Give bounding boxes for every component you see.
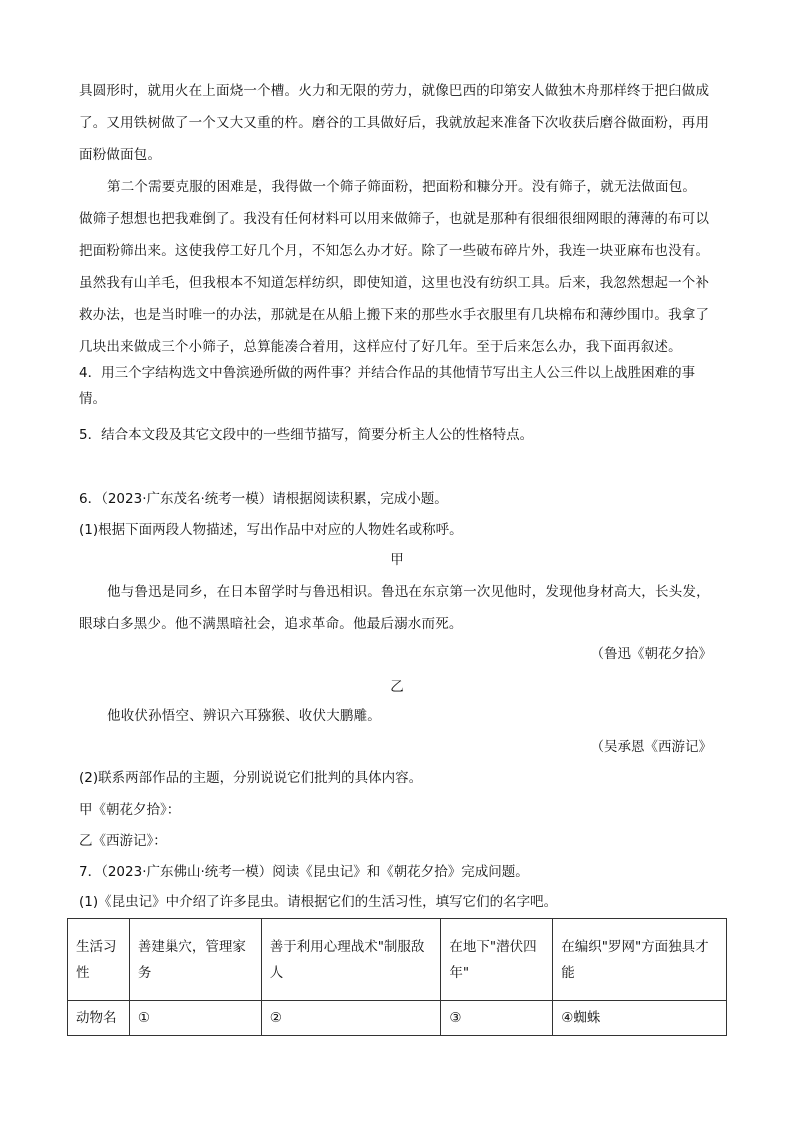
table-row: [68, 919, 727, 1001]
table-cell: 善于利用心理战术"制服敌人: [261, 919, 441, 1001]
question-6-sub2: (2)联系两部作品的主题，分别说说它们批判的具体内容。: [79, 770, 423, 786]
yi-description-line: 他收伏孙悟空、辨识六耳猕猴、收伏大鹏雕。: [107, 708, 381, 724]
yi-description: [79, 700, 727, 732]
table-cell: ③: [441, 1001, 553, 1036]
passage-line: 做筛子想想也把我难倒了。我没有任何材料可以用来做筛子，也就是那种有很细很细网眼的薄薄的布可以: [79, 211, 710, 227]
table-cell: 生活习性: [68, 919, 130, 1001]
question-4-line: 情。: [79, 391, 106, 407]
answer-yi: 乙《西游记》：: [79, 833, 167, 849]
label-jia: 甲: [390, 552, 404, 568]
passage-line: 具圆形时，就用火在上面烧一个槽。火力和无限的劳力，就像巴西的印第安人做独木舟那样终于把臼做成: [79, 83, 710, 99]
passage-line: 第二个需要克服的困难是，我得做一个筛子筛面粉，把面粉和糠分开。没有筛子，就无法做面包。: [107, 179, 697, 195]
table-cell: 在地下"潜伏四年": [441, 919, 553, 1001]
jia-description-line: 眼球白多黑少。他不满黑暗社会，追求革命。他最后溺水而死。: [79, 616, 463, 632]
table-cell: ④蜘蛛: [553, 1001, 727, 1036]
answer-jia: 甲《朝花夕拾》：: [79, 802, 181, 818]
passage-line: 了。又用铁树做了一个又大又重的杵。磨谷的工具做好后，我就放起来准备下次收获后磨谷做面粉，再用: [79, 115, 710, 131]
jia-description: [79, 576, 727, 640]
question-6-sub1: (1)根据下面两段人物描述，写出作品中对应的人物姓名或称呼。: [79, 522, 463, 538]
passage-line: 几块出来做成三个小筛子，总算能凑合着用，这样应付了好几年。至于后来怎么办，我下面再叙述。: [79, 339, 682, 355]
jia-source: （鲁迅《朝花夕拾》: [590, 646, 712, 662]
yi-source: （吴承恩《西游记》: [590, 739, 712, 755]
table-cell: ①: [129, 1001, 261, 1036]
label-yi: 乙: [390, 679, 404, 695]
question-7-sub1: (1)《昆虫记》中介绍了许多昆虫。请根据它们的生活习性，填写它们的名字吧。: [79, 894, 558, 910]
question-4: [79, 360, 727, 412]
question-4-line: 4．用三个字结构选文中鲁滨逊所做的两件事？并结合作品的其他情节写出主人公三件以上战胜困难的事: [79, 365, 696, 381]
passage-line: 面粉做面包。: [79, 147, 162, 163]
passage-line: 虽然我有山羊毛，但我根本不知道怎样纺织，即使知道，这里也没有纺织工具。后来，我忽然想起一个补: [79, 275, 710, 291]
table-cell: ②: [261, 1001, 441, 1036]
question-5: 5．结合本文段及其它文段中的一些细节描写，简要分析主人公的性格特点。: [79, 427, 534, 443]
passage-line: 把面粉筛出来。这使我停工好几个月，不知怎么办才好。除了一些破布碎片外，我连一块亚麻布也没有。: [79, 243, 710, 259]
question-6-header: 6．（2023·广东茂名·统考一模）请根据阅读积累，完成小题。: [79, 491, 448, 507]
passage-line: 救办法，也是当时唯一的办法，那就是在从船上搬下来的那些水手衣服里有几块棉布和薄纱围巾。我拿了: [79, 307, 710, 323]
table-cell: 在编织"罗网"方面独具才能: [553, 919, 727, 1001]
table-cell: 善建巢穴，管理家务: [129, 919, 261, 1001]
jia-description-line: 他与鲁迅是同乡，在日本留学时与鲁迅相识。鲁迅在东京第一次见他时，发现他身材高大，长头发，: [107, 584, 710, 600]
table-cell: 动物名: [68, 1001, 130, 1036]
insect-habits-table: [67, 918, 727, 1036]
passage: [79, 75, 727, 363]
question-7-header: 7．（2023·广东佛山·统考一模）阅读《昆虫记》和《朝花夕拾》完成问题。: [79, 864, 529, 880]
table-row: [68, 1001, 727, 1036]
